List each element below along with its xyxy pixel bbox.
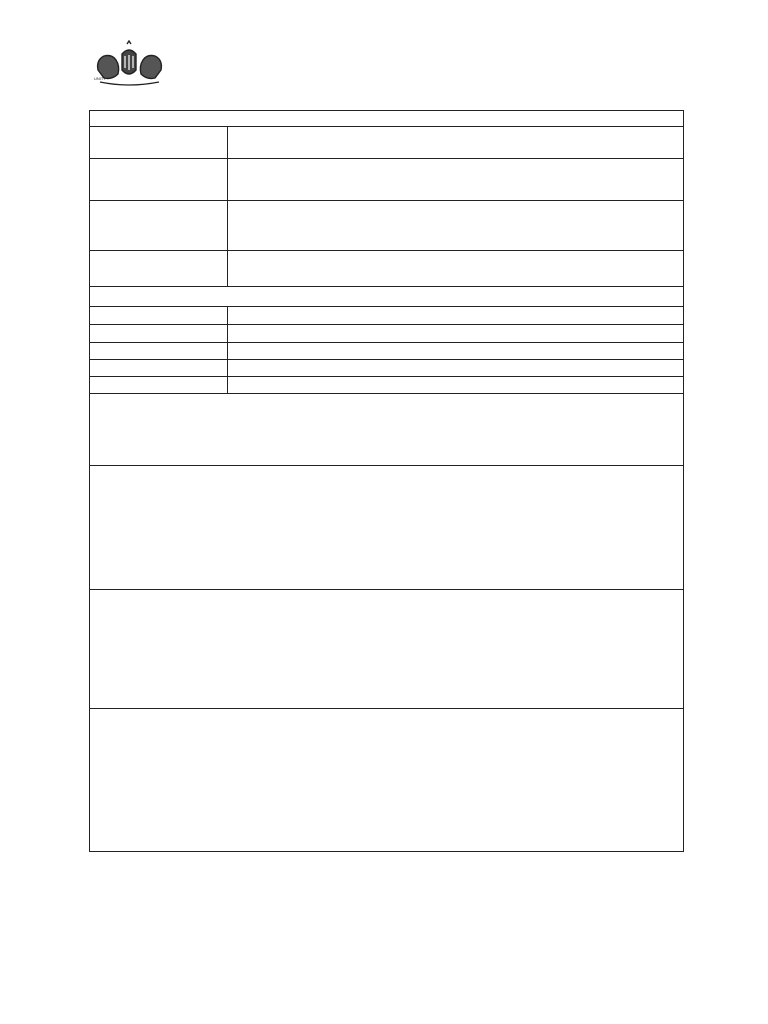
signature-line <box>90 600 683 648</box>
coat-of-arms-icon <box>92 40 167 86</box>
section-c <box>90 394 683 466</box>
full-names-value[interactable] <box>228 127 683 158</box>
section-f <box>90 709 683 851</box>
email-value[interactable] <box>228 251 683 286</box>
field-label <box>90 325 228 342</box>
section-b-heading <box>90 287 683 307</box>
field-row-full-names <box>90 127 683 159</box>
institution-value[interactable] <box>228 159 683 200</box>
field-row-email <box>90 251 683 287</box>
office-line-declined <box>90 734 683 759</box>
nature-of-activity-value[interactable] <box>228 307 683 324</box>
section-a-heading <box>90 111 683 127</box>
office-line-reason <box>90 759 683 784</box>
field-row-institution <box>90 159 683 201</box>
end-date-value[interactable] <box>228 360 683 376</box>
office-line-room <box>90 784 683 809</box>
estimated-number-value[interactable] <box>228 325 683 342</box>
field-label <box>90 159 228 200</box>
field-row-number-of-days <box>90 377 683 394</box>
field-row-physical-address <box>90 201 683 251</box>
booking-form <box>89 110 684 852</box>
office-line-approved <box>90 714 683 726</box>
field-label <box>90 251 228 286</box>
field-label <box>90 307 228 324</box>
section-c-heading <box>90 394 683 409</box>
start-date-value[interactable] <box>228 343 683 359</box>
field-label <box>90 360 228 376</box>
svg-text:UNITY: UNITY <box>94 76 106 81</box>
field-row-nature-of-activity <box>90 307 683 325</box>
number-of-days-value[interactable] <box>228 377 683 393</box>
field-label <box>90 127 228 158</box>
field-label <box>90 377 228 393</box>
physical-address-value[interactable] <box>228 201 683 250</box>
field-row-estimated-number <box>90 325 683 343</box>
section-e-title <box>90 590 683 600</box>
field-label <box>90 201 228 250</box>
field-label <box>90 343 228 359</box>
section-e <box>90 590 683 709</box>
section-d <box>90 466 683 590</box>
field-row-end-date <box>90 360 683 377</box>
section-d-heading <box>90 466 683 492</box>
field-row-start-date <box>90 343 683 360</box>
office-line-signature <box>90 809 683 834</box>
